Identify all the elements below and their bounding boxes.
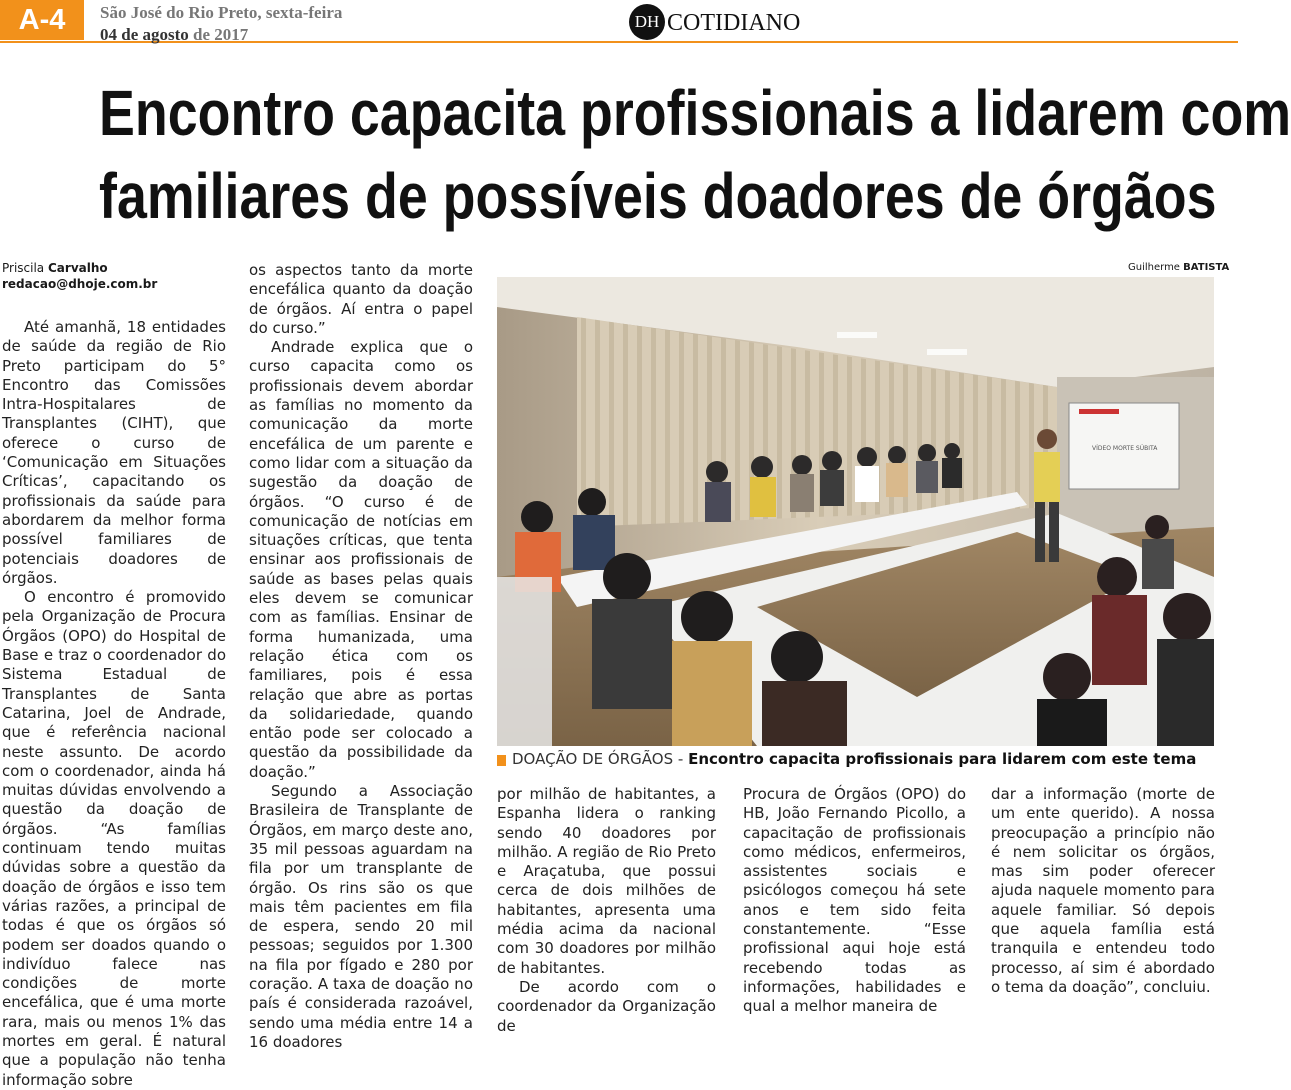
photo-credit-last: BATISTA — [1183, 262, 1230, 273]
byline-email: redacao@dhoje.com.br — [2, 277, 158, 291]
paragraph: Andrade explica que o curso capacita como os profissionais devem abordar as famílias no momento da comunicação da morte encefálica de um parente e como lidar com a situação da sugestão da doação de órgãos. “O curso é de comunicação de notícias em situações críticas, que tenta ensinar aos profissionais de saúde as bases pelas quais eles devem se comunicar com as famílias. Ensinar de forma humanizada, uma relação ética com os familiares, pois é essa relação que abre as portas da solidariedade, quando então pode ser colocado a questão da possibilidade da doação.” — [249, 338, 473, 781]
page-number-tag: A-4 — [0, 0, 84, 40]
paragraph: De acordo com o coordenador da Organização de — [497, 977, 716, 1035]
article-column-1 — [2, 318, 226, 1089]
paragraph: dar a informação (morte de um ente querido). A nossa preocupação a princípio não é nem solicitar os órgãos, mas sim poder oferecer ajuda naquele momento para aquele familiar. Só depois que aquela família está tranquila e entendeu todo processo, aí sim é abordado o tema da doação”, concluiu. — [991, 785, 1215, 996]
article-column-5 — [991, 785, 1215, 1000]
section-name: COTIDIANO — [667, 10, 801, 36]
photo-credit — [1128, 262, 1229, 273]
paragraph: Segundo a Associação Brasileira de Transplante de Órgãos, em março deste ano, 35 mil pessoas aguardam na fila por um transplante de órgão. Os rins são os que mais têm pacientes em fila de espera, sendo 20 mil pessoas; seguidos por 1.300 na fila por fígado e 280 por coração. A taxa de doação no país é considerada razoável, sendo uma média entre 14 a 16 doadores — [249, 782, 473, 1051]
slide-text: VÍDEO MORTE SÚBITA — [1092, 445, 1158, 452]
paragraph: por milhão de habitantes, a Espanha lidera o ranking sendo 40 doadores por milhão. A região de Rio Preto e Araçatuba, que possui cerca de dois milhões de habitantes, apresenta uma média acima da nacional com 30 doadores por milhão de habitantes. — [497, 785, 716, 977]
paragraph: O encontro é promovido pela Organização de Procura Órgãos (OPO) do Hospital de Base e traz o coordenador do Sistema Estadual de Transplantes de Santa Catarina, Joel de Andrade, que é referência nacional neste assunto. De acordo com o coordenador, ainda há muitas dúvidas envolvendo a questão da doação de órgãos. “As famílias continuam tendo muitas dúvidas sobre a questão da doação de órgãos e isso tem várias razões, a principal de todas é que os órgãos só podem ser doados quando o indivíduo falece nas condições de morte encefálica, que é uma morte rara, mais ou menos 1% das mortes em geral. É natural que a população não tenha informação sobre — [2, 588, 226, 1089]
conference-room-illustration — [497, 277, 1214, 746]
photo-caption — [512, 750, 1196, 768]
paragraph: Procura de Órgãos (OPO) do HB, João Fernando Picollo, a capacitação de profissionais como médicos, enfermeiros, assistentes sociais e psicólogos começou há sete anos e tem sido feita constantemente. “Esse profissional aqui hoje está recebendo todas as informações, habilidades e qual a melhor maneira de — [743, 785, 966, 1016]
article-column-4 — [743, 785, 966, 1016]
issue-date-day-month: 04 de agosto — [100, 25, 189, 44]
article-photo — [497, 277, 1214, 746]
caption-marker — [497, 755, 506, 766]
caption-text: Encontro capacita profissionais para lidarem com este tema — [688, 750, 1197, 768]
byline-author — [2, 261, 108, 275]
author-first-name: Priscila — [2, 261, 45, 275]
author-last-name: Carvalho — [48, 261, 108, 275]
issue-date-year: de 2017 — [193, 25, 249, 44]
article-column-2 — [249, 261, 473, 1051]
paragraph: Até amanhã, 18 entidades de saúde da região de Rio Preto participam do 5° Encontro das Comissões Intra-Hospitalares de Transplantes (CIHT), que oferece o curso de ‘Comunicação em Situações Críticas’, capacitando os profissionais da saúde para abordarem da melhor forma possível familiares de potenciais doadores de órgãos. — [2, 318, 226, 587]
issue-date — [100, 25, 248, 44]
city-weekday: São José do Rio Preto, sexta-feira — [100, 3, 343, 22]
article-column-3 — [497, 785, 716, 1035]
caption-label: DOAÇÃO DE ÓRGÃOS - — [512, 750, 684, 768]
newspaper-logo: DH — [629, 4, 665, 40]
headline-line-2: familiares de possíveis doadores de órgãos — [99, 160, 1217, 232]
headline-line-1: Encontro capacita profissionais a lidarem com — [99, 77, 1291, 149]
photo-credit-first: Guilherme — [1128, 262, 1180, 273]
paragraph: os aspectos tanto da morte encefálica quanto da doação de órgãos. Aí entra o papel do curso.” — [249, 261, 473, 337]
